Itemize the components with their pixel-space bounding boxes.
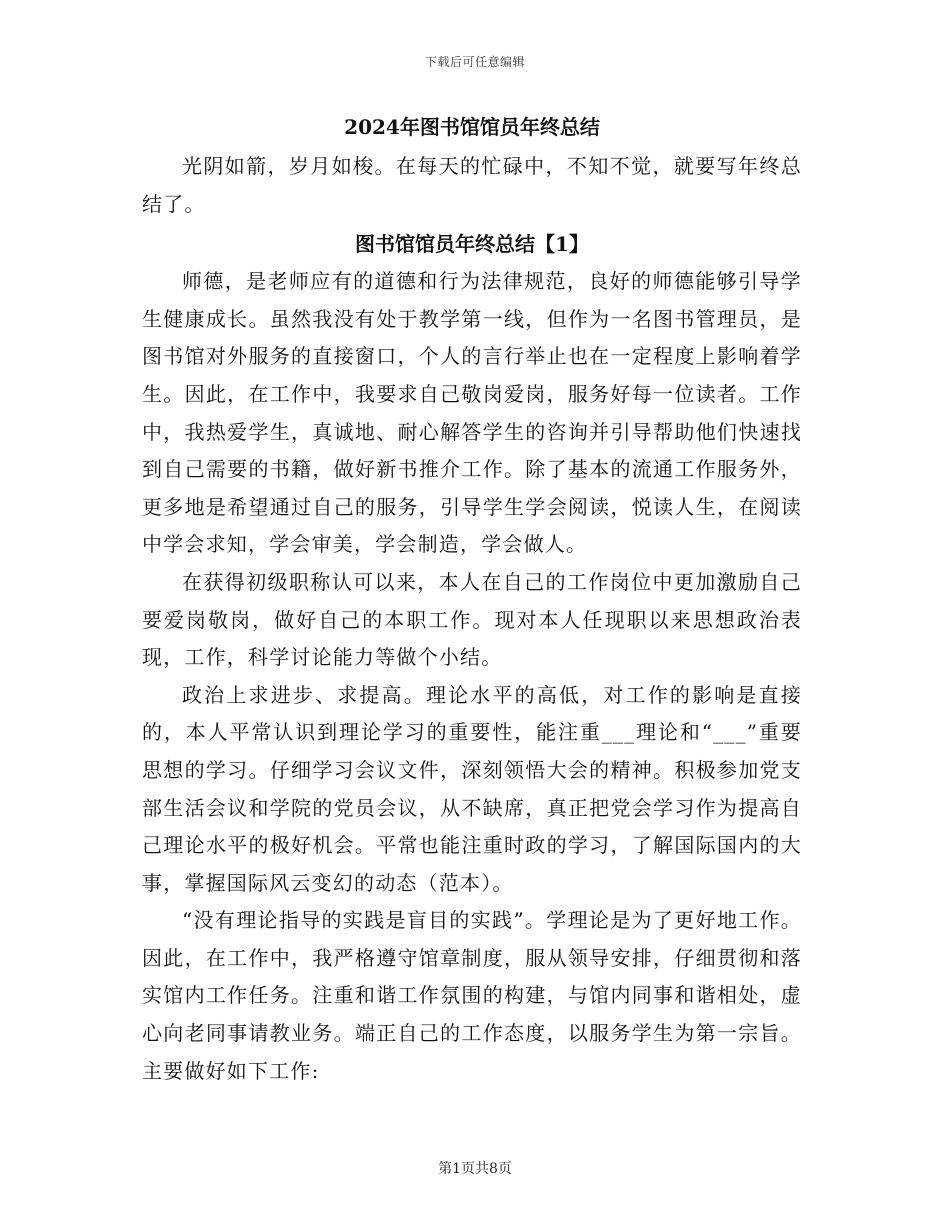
document-title: 2024年图书馆馆员年终总结 xyxy=(344,115,600,139)
document-body xyxy=(142,112,802,1090)
body-paragraph: 师德，是老师应有的道德和行为法律规范，良好的师德能够引导学生健康成长。虽然我没有处于教学第一线，但作为一名图书管理员，是图书馆对外服务的直接窗口，个人的言行举止也在一定程度上影响着学生。因此，在工作中，我要求自己敬岗爱岗，服务好每一位读者。工作中，我热爱学生，真诚地、耐心解答学生的咨询并引导帮助他们快速找到自己需要的书籍，做好新书推介工作。除了基本的流通工作服务外，更多地是希望通过自己的服务，引导学生学会阅读，悦读人生，在阅读中学会求知，学会审美，学会制造，学会做人。 xyxy=(142,269,802,557)
page-number: 第1页共8页 xyxy=(438,1161,512,1177)
section-title: 图书馆馆员年终总结【1】 xyxy=(355,232,589,257)
header-note: 下载后可任意编辑 xyxy=(424,55,525,69)
body-paragraph: “没有理论指导的实践是盲目的实践”。学理论是为了更好地工作。因此，在工作中，我严格遵守馆章制度，服从领导安排，仔细贯彻和落实馆内工作任务。注重和谐工作氛围的构建，与馆内同事和谐相处，虚心向老同事请教业务。端正自己的工作态度，以服务学生为第一宗旨。主要做好如下工作: xyxy=(142,908,802,1083)
body-paragraph: 在获得初级职称认可以来，本人在自己的工作岗位中更加激励自己要爱岗敬岗，做好自己的本职工作。现对本人任现职以来思想政治表现，工作，科学讨论能力等做个小结。 xyxy=(142,569,802,670)
body-paragraph: 政治上求进步、求提高。理论水平的高低，对工作的影响是直接的，本人平常认识到理论学习的重要性，能注重___理论和“___”重要思想的学习。仔细学习会议文件，深刻领悟大会的精神。积极参加党支部生活会议和学院的党员会议，从不缺席，真正把党会学习作为提高自己理论水平的极好机会。平常也能注重时政的学习，了解国际国内的大事，掌握国际风云变幻的动态（范本）。 xyxy=(142,682,802,895)
intro-paragraph: 光阴如箭，岁月如梭。在每天的忙碌中，不知不觉，就要写年终总结了。 xyxy=(142,154,802,216)
